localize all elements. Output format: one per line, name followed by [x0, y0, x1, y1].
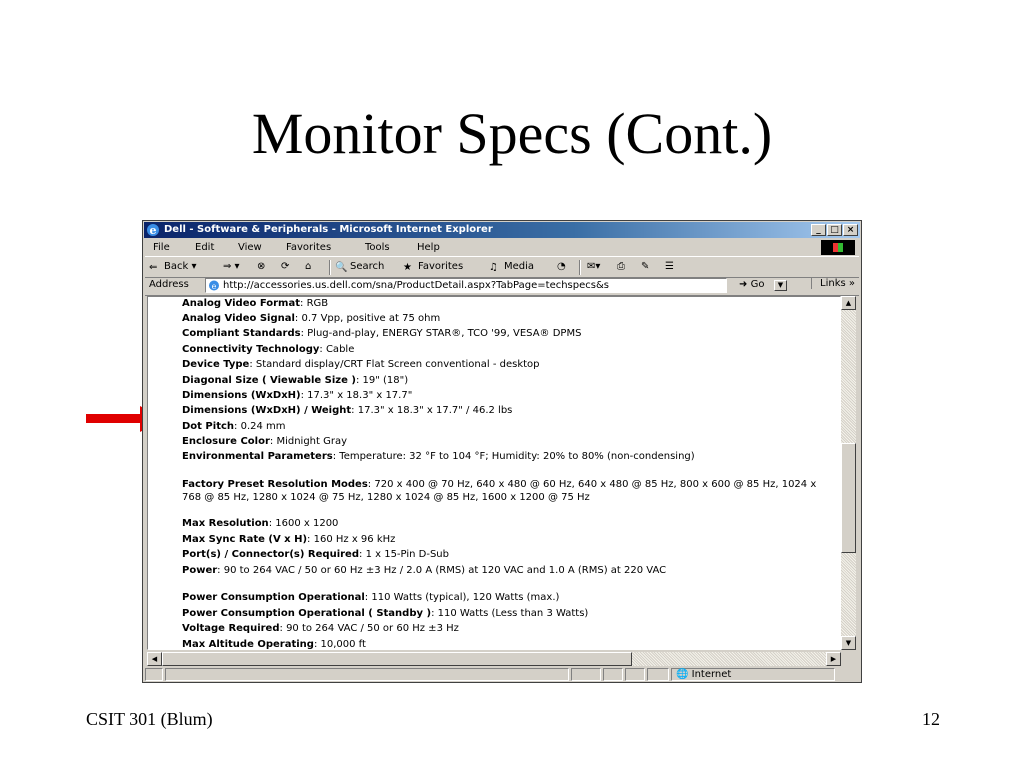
status-cell [603, 668, 623, 681]
mail-icon: ✉▾ [587, 261, 601, 272]
spec-value: 10,000 ft [320, 639, 366, 650]
back-label: Back [164, 261, 189, 272]
spec-row: Compliant Standards: Plug-and-play, ENERGY STAR®, TCO '99, VESA® DPMS [182, 328, 582, 339]
spec-row: Power Consumption Operational: 110 Watts (typical), 120 Watts (max.) [182, 592, 560, 603]
media-icon: ♫ [489, 261, 498, 273]
status-page-icon [145, 668, 163, 681]
spec-value: Cable [325, 344, 355, 355]
status-cell [571, 668, 601, 681]
spec-row: Voltage Required: 90 to 264 VAC / 50 or 60 Hz ±3 Hz [182, 623, 459, 634]
favorites-icon: ★ [403, 261, 412, 273]
spec-row: Max Sync Rate (V x H): 160 Hz x 96 kHz [182, 534, 396, 545]
vertical-scroll-thumb[interactable] [841, 443, 856, 553]
spec-value: 17.3" x 18.3" x 17.7" / 46.2 lbs [357, 405, 513, 416]
search-icon: 🔍 [335, 261, 348, 273]
spec-label: Power [182, 565, 218, 576]
spec-value: 90 to 264 VAC / 50 or 60 Hz ±3 Hz [286, 623, 459, 634]
page-content [147, 296, 841, 650]
page-icon [208, 280, 220, 291]
home-icon: ⌂ [305, 261, 312, 272]
go-arrow-icon: ➜ [739, 279, 748, 290]
slide-page-number: 12 [922, 709, 940, 729]
spec-row: Factory Preset Resolution Modes: 720 x 400 @ 70 Hz, 640 x 480 @ 60 Hz, 640 x 480 @ 85 Hz, 800 x 600 @ 85 Hz, 1024 x 768 @ 85 Hz, 1280 x 1024 @ 75 Hz, 1280 x 1024 @ 85 Hz, 1600 x 1200 @ 75 Hz [182, 479, 817, 503]
spec-label: Connectivity Technology [182, 344, 320, 355]
spec-row: Dimensions (WxDxH) / Weight: 17.3" x 18.3" x 17.7" / 46.2 lbs [182, 405, 513, 416]
spec-row: Device Type: Standard display/CRT Flat Screen conventional - desktop [182, 359, 540, 370]
window-title: Dell - Software & Peripherals - Microsoft Internet Explorer [164, 224, 493, 235]
home-button[interactable] [305, 260, 311, 274]
spec-value: 19" (18") [362, 375, 409, 386]
menu-help[interactable]: Help [417, 242, 440, 253]
spec-label: Compliant Standards [182, 328, 301, 339]
spec-label: Max Sync Rate (V x H) [182, 534, 308, 545]
stop-button[interactable] [257, 260, 265, 274]
address-label: Address [149, 279, 189, 290]
history-icon: ◔ [557, 261, 566, 272]
horizontal-scroll-thumb[interactable] [162, 652, 632, 666]
menu-edit[interactable]: Edit [195, 242, 215, 253]
svg-text:e: e [211, 282, 217, 291]
spec-value: 0.24 mm [240, 421, 286, 432]
spec-label: Max Altitude Operating [182, 639, 314, 650]
spec-value: 720 x 400 @ 70 Hz, 640 x 480 @ 60 Hz, 640 x 480 @ 85 Hz, 800 x 600 @ 85 Hz, 1024 x 768 @ 85 Hz, 1280 x 1024 @ 75 Hz, 1280 x 1024 @ 85 Hz, 1600 x 1200 @ 75 Hz [182, 479, 817, 503]
address-dropdown-button[interactable]: ▼ [774, 280, 787, 291]
spec-label: Dimensions (WxDxH) [182, 390, 301, 401]
spec-label: Dot Pitch [182, 421, 235, 432]
scroll-down-button[interactable]: ▼ [841, 636, 856, 650]
status-cell [647, 668, 669, 681]
history-button[interactable] [557, 260, 566, 274]
spec-row: Enclosure Color: Midnight Gray [182, 436, 348, 447]
discuss-button[interactable] [665, 260, 674, 274]
media-label: Media [504, 261, 535, 272]
search-label: Search [350, 261, 385, 272]
media-button[interactable] [489, 260, 534, 274]
spec-value: 90 to 264 VAC / 50 or 60 Hz ±3 Hz / 2.0 A (RMS) at 120 VAC and 1.0 A (RMS) at 220 VAC [223, 565, 667, 576]
toolbar-separator [329, 260, 331, 275]
menu-file[interactable]: File [153, 242, 170, 253]
spec-value: 110 Watts (typical), 120 Watts (max.) [371, 592, 560, 603]
spec-row: Analog Video Signal: 0.7 Vpp, positive at 75 ohm [182, 313, 441, 324]
windows-logo-icon [821, 240, 855, 255]
spec-value: 110 Watts (Less than 3 Watts) [437, 608, 589, 619]
spec-row: Dimensions (WxDxH): 17.3" x 18.3" x 17.7" [182, 390, 413, 401]
svg-text:e: e [149, 224, 157, 237]
spec-label: Enclosure Color [182, 436, 270, 447]
spec-value: 160 Hz x 96 kHz [313, 534, 396, 545]
back-arrow-icon: ⇐ [149, 261, 158, 273]
spec-label: Analog Video Format [182, 298, 301, 309]
menu-bar [145, 239, 859, 256]
spec-value: 1600 x 1200 [275, 518, 339, 529]
address-bar [145, 277, 859, 296]
spec-row: Connectivity Technology: Cable [182, 344, 355, 355]
spec-label: Max Resolution [182, 518, 269, 529]
print-button[interactable] [617, 260, 625, 274]
spec-row: Diagonal Size ( Viewable Size ): 19" (18") [182, 375, 409, 386]
toolbar-separator [579, 260, 581, 275]
stop-icon: ⊗ [257, 261, 266, 272]
spec-label: Port(s) / Connector(s) Required [182, 549, 359, 560]
spec-row: Power: 90 to 264 VAC / 50 or 60 Hz ±3 Hz / 2.0 A (RMS) at 120 VAC and 1.0 A (RMS) at 220 VAC [182, 565, 667, 576]
slide-footer: CSIT 301 (Blum) [86, 709, 213, 729]
links-label: Links [820, 278, 846, 289]
security-zone [671, 668, 835, 681]
scroll-up-button[interactable]: ▲ [841, 296, 856, 310]
status-text [165, 668, 569, 681]
spec-value: Midnight Gray [276, 436, 348, 447]
spec-label: Diagonal Size ( Viewable Size ) [182, 375, 356, 386]
close-button[interactable]: × [843, 224, 858, 236]
spec-value: 1 x 15-Pin D-Sub [365, 549, 449, 560]
spec-label: Dimensions (WxDxH) / Weight [182, 405, 352, 416]
edit-button[interactable] [641, 260, 649, 274]
maximize-button[interactable]: □ [827, 224, 842, 236]
spec-label: Analog Video Signal [182, 313, 295, 324]
menu-tools[interactable]: Tools [365, 242, 390, 253]
url-text: http://accessories.us.dell.com/sna/ProductDetail.aspx?TabPage=techspecs&s [223, 280, 609, 291]
spec-value: RGB [306, 298, 329, 309]
menu-favorites[interactable]: Favorites [286, 242, 332, 253]
spec-label: Power Consumption Operational [182, 592, 365, 603]
favorites-label: Favorites [418, 261, 464, 272]
spec-label: Voltage Required [182, 623, 280, 634]
standard-toolbar [145, 256, 859, 278]
refresh-button[interactable] [281, 260, 289, 274]
favorites-button[interactable] [403, 260, 463, 274]
spec-value: 0.7 Vpp, positive at 75 ohm [301, 313, 441, 324]
spec-row: Max Resolution: 1600 x 1200 [182, 518, 339, 529]
spec-value: Standard display/CRT Flat Screen conventional - desktop [255, 359, 540, 370]
spec-row: Dot Pitch: 0.24 mm [182, 421, 286, 432]
spec-row: Max Altitude Operating: 10,000 ft [182, 639, 366, 650]
spec-row: Port(s) / Connector(s) Required: 1 x 15-Pin D-Sub [182, 549, 449, 560]
spec-value: 17.3" x 18.3" x 17.7" [307, 390, 413, 401]
scroll-left-button[interactable]: ◀ [147, 652, 162, 666]
scroll-right-button[interactable]: ▶ [826, 652, 841, 666]
discuss-icon: ☰ [665, 261, 674, 272]
status-cell [625, 668, 645, 681]
spec-label: Factory Preset Resolution Modes [182, 479, 368, 490]
mail-button[interactable] [587, 260, 600, 274]
spec-label: Power Consumption Operational ( Standby ) [182, 608, 432, 619]
horizontal-scrollbar[interactable] [147, 652, 841, 666]
go-label: Go [750, 279, 765, 290]
title-bar[interactable] [144, 222, 860, 238]
forward-arrow-icon: ⇒ ▾ [223, 261, 240, 272]
search-button[interactable] [335, 260, 384, 274]
edit-icon: ✎ [641, 261, 650, 272]
spec-row: Power Consumption Operational ( Standby ): 110 Watts (Less than 3 Watts) [182, 608, 589, 619]
spec-label: Environmental Parameters [182, 451, 333, 462]
minimize-button[interactable]: _ [811, 224, 826, 236]
spec-row: Environmental Parameters: Temperature: 32 °F to 104 °F; Humidity: 20% to 80% (non-condensing) [182, 451, 695, 462]
vertical-scrollbar[interactable] [841, 296, 856, 650]
spec-label: Device Type [182, 359, 250, 370]
zone-label: Internet [691, 669, 732, 680]
spec-row: Analog Video Format: RGB [182, 298, 329, 309]
browser-window [142, 220, 862, 683]
internet-globe-icon: 🌐 [676, 669, 689, 680]
spec-value: Plug-and-play, ENERGY STAR®, TCO '99, VESA® DPMS [307, 328, 582, 339]
slide-title: Monitor Specs (Cont.) [251, 101, 773, 166]
forward-button[interactable] [223, 260, 240, 274]
internet-explorer-icon [146, 223, 160, 237]
print-icon: ⎙ [617, 261, 625, 272]
go-button[interactable] [739, 279, 764, 290]
status-bar [145, 667, 859, 682]
menu-view[interactable]: View [238, 242, 262, 253]
back-button[interactable]: ⇐ Back ▾ [149, 261, 197, 273]
spec-value: Temperature: 32 °F to 104 °F; Humidity: 20% to 80% (non-condensing) [339, 451, 695, 462]
links-button[interactable]: Links » [811, 278, 855, 289]
refresh-icon: ⟳ [281, 261, 290, 272]
